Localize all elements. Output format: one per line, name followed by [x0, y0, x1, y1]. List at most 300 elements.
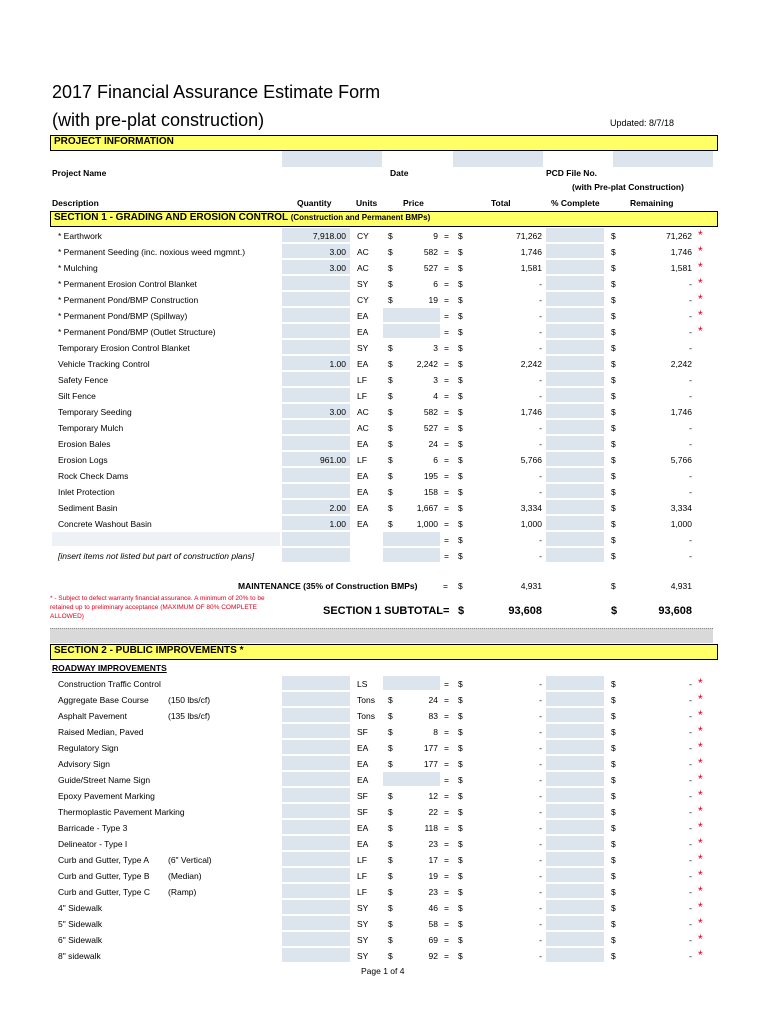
- pct-complete-input[interactable]: [546, 452, 604, 466]
- price-dollar: $: [388, 503, 393, 513]
- pct-complete-input[interactable]: [546, 932, 604, 946]
- remaining-dollar: $: [611, 839, 616, 849]
- item-description: Silt Fence: [58, 391, 96, 401]
- remaining-dollar: $: [611, 343, 616, 353]
- quantity-input[interactable]: [282, 900, 350, 914]
- pct-complete-input[interactable]: [546, 244, 604, 258]
- quantity-input[interactable]: [282, 948, 350, 962]
- item-price: 24: [428, 695, 438, 705]
- pct-complete-input[interactable]: [546, 308, 604, 322]
- pct-complete-input[interactable]: [546, 916, 604, 930]
- warranty-star: *: [698, 724, 703, 738]
- item-total: -: [539, 919, 542, 929]
- total-dollar: $: [458, 839, 463, 849]
- remaining-dollar: $: [611, 535, 616, 545]
- price-input[interactable]: [383, 308, 440, 322]
- total-dollar: $: [458, 455, 463, 465]
- total-dollar: $: [458, 503, 463, 513]
- item-description: Concrete Washout Basin: [58, 519, 152, 529]
- item-quantity: 961.00: [320, 455, 346, 465]
- equals-sign: =: [444, 471, 449, 481]
- price-input[interactable]: [383, 772, 440, 786]
- price-input[interactable]: [383, 548, 440, 562]
- item-description: Epoxy Pavement Marking: [58, 791, 155, 801]
- quantity-input[interactable]: [282, 548, 350, 562]
- item-quantity: 1.00: [329, 519, 346, 529]
- remaining-dollar: $: [611, 295, 616, 305]
- price-dollar: $: [388, 471, 393, 481]
- item-quantity: 1.00: [329, 359, 346, 369]
- price-input[interactable]: [383, 324, 440, 338]
- pct-complete-input[interactable]: [546, 788, 604, 802]
- item-remaining: 71,262: [666, 231, 692, 241]
- pct-complete-input[interactable]: [546, 324, 604, 338]
- item-price: 3: [433, 343, 438, 353]
- price-dollar: $: [388, 375, 393, 385]
- pct-complete-input[interactable]: [546, 884, 604, 898]
- item-total: -: [539, 375, 542, 385]
- equals-sign: =: [444, 871, 449, 881]
- quantity-input[interactable]: [282, 436, 350, 450]
- item-description: Thermoplastic Pavement Marking: [58, 807, 185, 817]
- item-remaining: -: [689, 311, 692, 321]
- item-price: 1,000: [416, 519, 438, 529]
- equals-sign: =: [444, 951, 449, 961]
- item-quantity: 3.00: [329, 247, 346, 257]
- pct-complete-input[interactable]: [546, 852, 604, 866]
- quantity-input[interactable]: [282, 324, 350, 338]
- price-dollar: $: [388, 839, 393, 849]
- item-price: 1,667: [416, 503, 438, 513]
- item-total: -: [539, 775, 542, 785]
- remaining-dollar: $: [611, 919, 616, 929]
- equals-sign: =: [444, 855, 449, 865]
- quantity-input[interactable]: [282, 340, 350, 354]
- price-dollar: $: [388, 791, 393, 801]
- pct-complete-input[interactable]: [546, 692, 604, 706]
- item-price: 23: [428, 839, 438, 849]
- pct-complete-input[interactable]: [546, 804, 604, 818]
- subtotal-dollar: $: [458, 605, 465, 617]
- maintenance-label: MAINTENANCE (35% of Construction BMPs): [238, 581, 418, 591]
- equals-sign: =: [444, 679, 449, 689]
- pct-complete-input[interactable]: [546, 820, 604, 834]
- quantity-input[interactable]: [282, 484, 350, 498]
- item-unit: SY: [357, 343, 369, 353]
- item-total: -: [539, 535, 542, 545]
- item-remaining: 5,766: [670, 455, 692, 465]
- pct-complete-input[interactable]: [546, 356, 604, 370]
- equals-sign: =: [444, 247, 449, 257]
- project-name-field[interactable]: [282, 151, 382, 167]
- pct-complete-input[interactable]: [546, 404, 604, 418]
- item-description: Delineator - Type I: [58, 839, 128, 849]
- section1-header: SECTION 1 - GRADING AND EROSION CONTROL (Construction and Permanent BMPs): [50, 211, 718, 227]
- quantity-input[interactable]: [282, 276, 350, 290]
- pct-complete-input[interactable]: [546, 372, 604, 386]
- price-dollar: $: [388, 823, 393, 833]
- price-dollar: $: [388, 231, 393, 241]
- price-dollar: $: [388, 887, 393, 897]
- form-subtitle: (with pre-plat construction): [52, 110, 265, 130]
- total-dollar: $: [458, 887, 463, 897]
- remaining-dollar: $: [611, 695, 616, 705]
- price-dollar: $: [388, 871, 393, 881]
- item-price: 9: [433, 231, 438, 241]
- price-dollar: $: [388, 343, 393, 353]
- total-dollar: $: [458, 295, 463, 305]
- item-remaining: -: [689, 887, 692, 897]
- pct-complete-input[interactable]: [546, 388, 604, 402]
- remaining-dollar: $: [611, 503, 616, 513]
- warranty-star: *: [698, 324, 703, 338]
- warranty-star: *: [698, 900, 703, 914]
- pct-complete-input[interactable]: [546, 708, 604, 722]
- roadway-improvements-heading: ROADWAY IMPROVEMENTS: [52, 663, 167, 673]
- col-units: Units: [356, 198, 378, 208]
- item-description: Temporary Mulch: [58, 423, 124, 433]
- remaining-dollar: $: [611, 519, 616, 529]
- item-note: (150 lbs/cf): [168, 695, 211, 705]
- price-dollar: $: [388, 727, 393, 737]
- total-dollar: $: [458, 695, 463, 705]
- pct-complete-input[interactable]: [546, 516, 604, 530]
- item-unit: EA: [357, 759, 369, 769]
- subtotal-remaining: 93,608: [658, 605, 692, 617]
- quantity-input[interactable]: [282, 772, 350, 786]
- item-price: 527: [423, 423, 438, 433]
- price-dollar: $: [388, 951, 393, 961]
- pct-complete-input[interactable]: [546, 676, 604, 690]
- total-dollar: $: [458, 759, 463, 769]
- warranty-star: *: [698, 260, 703, 274]
- item-price: 17: [428, 855, 438, 865]
- remaining-dollar: $: [611, 951, 616, 961]
- quantity-input[interactable]: [282, 708, 350, 722]
- equals-sign: =: [444, 807, 449, 817]
- warranty-star: *: [698, 836, 703, 850]
- quantity-input[interactable]: [282, 468, 350, 482]
- item-total: -: [539, 887, 542, 897]
- equals-sign: =: [444, 231, 449, 241]
- maintenance-rdollar: $: [611, 581, 616, 591]
- remaining-dollar: $: [611, 759, 616, 769]
- equals-sign: =: [444, 455, 449, 465]
- item-remaining: -: [689, 743, 692, 753]
- item-description: * Mulching: [58, 263, 98, 273]
- warranty-star: *: [698, 244, 703, 258]
- item-remaining: 1,581: [670, 263, 692, 273]
- total-dollar: $: [458, 407, 463, 417]
- item-remaining: -: [689, 855, 692, 865]
- item-total: -: [539, 695, 542, 705]
- pct-complete-input[interactable]: [546, 548, 604, 562]
- item-unit: EA: [357, 327, 369, 337]
- item-price: 12: [428, 791, 438, 801]
- remaining-dollar: $: [611, 391, 616, 401]
- quantity-input[interactable]: [282, 292, 350, 306]
- total-dollar: $: [458, 775, 463, 785]
- total-dollar: $: [458, 679, 463, 689]
- item-remaining: -: [689, 823, 692, 833]
- date-field[interactable]: [453, 151, 543, 167]
- price-input[interactable]: [383, 532, 440, 546]
- quantity-input[interactable]: [282, 308, 350, 322]
- equals-sign: =: [444, 487, 449, 497]
- total-dollar: $: [458, 375, 463, 385]
- pct-complete-input[interactable]: [546, 260, 604, 274]
- remaining-dollar: $: [611, 487, 616, 497]
- item-remaining: -: [689, 423, 692, 433]
- remaining-dollar: $: [611, 727, 616, 737]
- item-remaining: -: [689, 871, 692, 881]
- pct-complete-input[interactable]: [546, 836, 604, 850]
- pct-complete-input[interactable]: [546, 500, 604, 514]
- col-pct-complete: % Complete: [551, 198, 600, 208]
- item-description: * Permanent Pond/BMP Construction: [58, 295, 199, 305]
- pct-complete-input[interactable]: [546, 900, 604, 914]
- item-description: Erosion Logs: [58, 455, 108, 465]
- item-unit: SY: [357, 951, 369, 961]
- remaining-dollar: $: [611, 791, 616, 801]
- quantity-input[interactable]: [282, 916, 350, 930]
- item-description: Guide/Street Name Sign: [58, 775, 151, 785]
- pct-complete-input[interactable]: [546, 724, 604, 738]
- equals-sign: =: [444, 839, 449, 849]
- item-price: 118: [424, 823, 438, 833]
- equals-sign: =: [444, 823, 449, 833]
- quantity-input[interactable]: [282, 852, 350, 866]
- item-unit: CY: [357, 231, 369, 241]
- warranty-star: *: [698, 292, 703, 306]
- warranty-star: *: [698, 788, 703, 802]
- remaining-dollar: $: [611, 871, 616, 881]
- item-total: -: [539, 439, 542, 449]
- quantity-input[interactable]: [282, 740, 350, 754]
- pct-complete-input[interactable]: [546, 420, 604, 434]
- item-total: -: [539, 679, 542, 689]
- total-dollar: $: [458, 903, 463, 913]
- col-total: Total: [491, 198, 511, 208]
- item-unit: SF: [357, 807, 368, 817]
- warranty-star: *: [698, 756, 703, 770]
- price-dollar: $: [388, 391, 393, 401]
- quantity-input[interactable]: [282, 676, 350, 690]
- total-dollar: $: [458, 263, 463, 273]
- price-dollar: $: [388, 711, 393, 721]
- maintenance-remaining: 4,931: [670, 581, 692, 591]
- item-unit: LF: [357, 855, 367, 865]
- form-title: 2017 Financial Assurance Estimate Form: [52, 82, 381, 102]
- remaining-dollar: $: [611, 375, 616, 385]
- item-remaining: -: [689, 791, 692, 801]
- pct-complete-input[interactable]: [546, 484, 604, 498]
- price-dollar: $: [388, 455, 393, 465]
- item-remaining: -: [689, 951, 692, 961]
- price-dollar: $: [388, 935, 393, 945]
- item-price: 6: [433, 279, 438, 289]
- item-price: 23: [428, 887, 438, 897]
- item-unit: EA: [357, 823, 369, 833]
- item-remaining: -: [689, 711, 692, 721]
- item-total: -: [539, 903, 542, 913]
- remaining-dollar: $: [611, 743, 616, 753]
- price-dollar: $: [388, 247, 393, 257]
- item-note: (Median): [168, 871, 202, 881]
- item-total: -: [539, 839, 542, 849]
- quantity-input[interactable]: [282, 692, 350, 706]
- item-description: Aggregate Base Course: [58, 695, 149, 705]
- updated-date: Updated: 8/7/18: [610, 118, 675, 128]
- quantity-input[interactable]: [282, 372, 350, 386]
- warranty-star: *: [698, 708, 703, 722]
- quantity-input[interactable]: [282, 868, 350, 882]
- quantity-input[interactable]: [282, 836, 350, 850]
- remaining-dollar: $: [611, 551, 616, 561]
- subtotal-label: SECTION 1 SUBTOTAL: [323, 605, 443, 617]
- item-description: Rock Check Dams: [58, 471, 129, 481]
- item-total: -: [539, 711, 542, 721]
- item-price: 3: [433, 375, 438, 385]
- pct-complete-input[interactable]: [546, 340, 604, 354]
- equals-sign: =: [444, 295, 449, 305]
- item-price: 195: [423, 471, 438, 481]
- quantity-input[interactable]: [282, 884, 350, 898]
- price-dollar: $: [388, 263, 393, 273]
- pct-complete-input[interactable]: [546, 868, 604, 882]
- quantity-input[interactable]: [282, 532, 350, 546]
- item-description: * Permanent Seeding (inc. noxious weed mgmnt.): [58, 247, 246, 257]
- item-description: Advisory Sign: [58, 759, 110, 769]
- col-quantity: Quantity: [297, 198, 332, 208]
- price-input[interactable]: [383, 676, 440, 690]
- pct-complete-input[interactable]: [546, 772, 604, 786]
- item-description: Construction Traffic Control: [58, 679, 161, 689]
- item-description: Inlet Protection: [58, 487, 115, 497]
- total-dollar: $: [458, 471, 463, 481]
- maintenance-total: 4,931: [520, 581, 542, 591]
- item-remaining: -: [689, 919, 692, 929]
- quantity-input[interactable]: [282, 820, 350, 834]
- item-description: Safety Fence: [58, 375, 109, 385]
- item-total: -: [539, 391, 542, 401]
- project-info-header: PROJECT INFORMATION: [50, 135, 718, 151]
- warranty-star: *: [698, 932, 703, 946]
- item-unit: LF: [357, 871, 367, 881]
- item-unit: SF: [357, 727, 368, 737]
- quantity-input[interactable]: [282, 388, 350, 402]
- item-unit: Tons: [357, 711, 375, 721]
- remaining-dollar: $: [611, 807, 616, 817]
- item-total: -: [539, 807, 542, 817]
- price-dollar: $: [388, 695, 393, 705]
- item-price: 582: [423, 407, 438, 417]
- total-dollar: $: [458, 855, 463, 865]
- item-unit: CY: [357, 295, 369, 305]
- quantity-input[interactable]: [282, 932, 350, 946]
- remaining-dollar: $: [611, 263, 616, 273]
- remaining-dollar: $: [611, 903, 616, 913]
- quantity-input[interactable]: [282, 420, 350, 434]
- total-dollar: $: [458, 487, 463, 497]
- item-unit: AC: [357, 407, 369, 417]
- price-dollar: $: [388, 519, 393, 529]
- item-unit: LF: [357, 887, 367, 897]
- item-unit: LF: [357, 455, 367, 465]
- item-remaining: -: [689, 727, 692, 737]
- remaining-dollar: $: [611, 311, 616, 321]
- item-unit: EA: [357, 839, 369, 849]
- item-note: (6" Vertical): [168, 855, 212, 865]
- item-description: * Permanent Pond/BMP (Outlet Structure): [58, 327, 216, 337]
- item-price: 177: [423, 759, 438, 769]
- item-total: -: [539, 279, 542, 289]
- item-price: 19: [428, 295, 438, 305]
- pct-complete-input[interactable]: [546, 468, 604, 482]
- equals-sign: =: [444, 743, 449, 753]
- remaining-dollar: $: [611, 327, 616, 337]
- pct-complete-input[interactable]: [546, 532, 604, 546]
- equals-sign: =: [444, 759, 449, 769]
- project-name-label: Project Name: [52, 168, 107, 178]
- maintenance-dollar: $: [458, 581, 463, 591]
- item-total: 1,746: [520, 407, 542, 417]
- pct-complete-input[interactable]: [546, 756, 604, 770]
- pct-complete-input[interactable]: [546, 228, 604, 242]
- item-description: Curb and Gutter, Type C: [58, 887, 150, 897]
- item-remaining: 1,000: [670, 519, 692, 529]
- total-dollar: $: [458, 327, 463, 337]
- item-total: -: [539, 759, 542, 769]
- pct-complete-input[interactable]: [546, 292, 604, 306]
- item-description: Raised Median, Paved: [58, 727, 144, 737]
- pct-complete-input[interactable]: [546, 436, 604, 450]
- with-preplat-label: (with Pre-plat Construction): [572, 182, 684, 192]
- item-price: 8: [433, 727, 438, 737]
- total-dollar: $: [458, 807, 463, 817]
- warranty-star: *: [698, 276, 703, 290]
- pct-complete-input[interactable]: [546, 948, 604, 962]
- item-unit: AC: [357, 247, 369, 257]
- total-dollar: $: [458, 935, 463, 945]
- item-note: (Ramp): [168, 887, 197, 897]
- quantity-input[interactable]: [282, 724, 350, 738]
- quantity-input[interactable]: [282, 788, 350, 802]
- item-description: Erosion Bales: [58, 439, 111, 449]
- item-description: Curb and Gutter, Type B: [58, 871, 150, 881]
- item-total: 3,334: [520, 503, 542, 513]
- warranty-star: *: [698, 740, 703, 754]
- quantity-input[interactable]: [282, 756, 350, 770]
- custom-item-input[interactable]: [52, 532, 280, 546]
- item-price: 177: [423, 743, 438, 753]
- pct-complete-input[interactable]: [546, 740, 604, 754]
- pct-complete-input[interactable]: [546, 276, 604, 290]
- remaining-dollar: $: [611, 455, 616, 465]
- quantity-input[interactable]: [282, 804, 350, 818]
- remaining-dollar: $: [611, 439, 616, 449]
- remaining-dollar: $: [611, 887, 616, 897]
- item-total: 2,242: [520, 359, 542, 369]
- item-remaining: -: [689, 375, 692, 385]
- equals-sign: =: [444, 343, 449, 353]
- price-dollar: $: [388, 407, 393, 417]
- item-remaining: 1,746: [670, 247, 692, 257]
- total-dollar: $: [458, 919, 463, 929]
- item-total: -: [539, 471, 542, 481]
- subtotal-total: 93,608: [508, 605, 542, 617]
- pcd-file-field[interactable]: [613, 151, 713, 167]
